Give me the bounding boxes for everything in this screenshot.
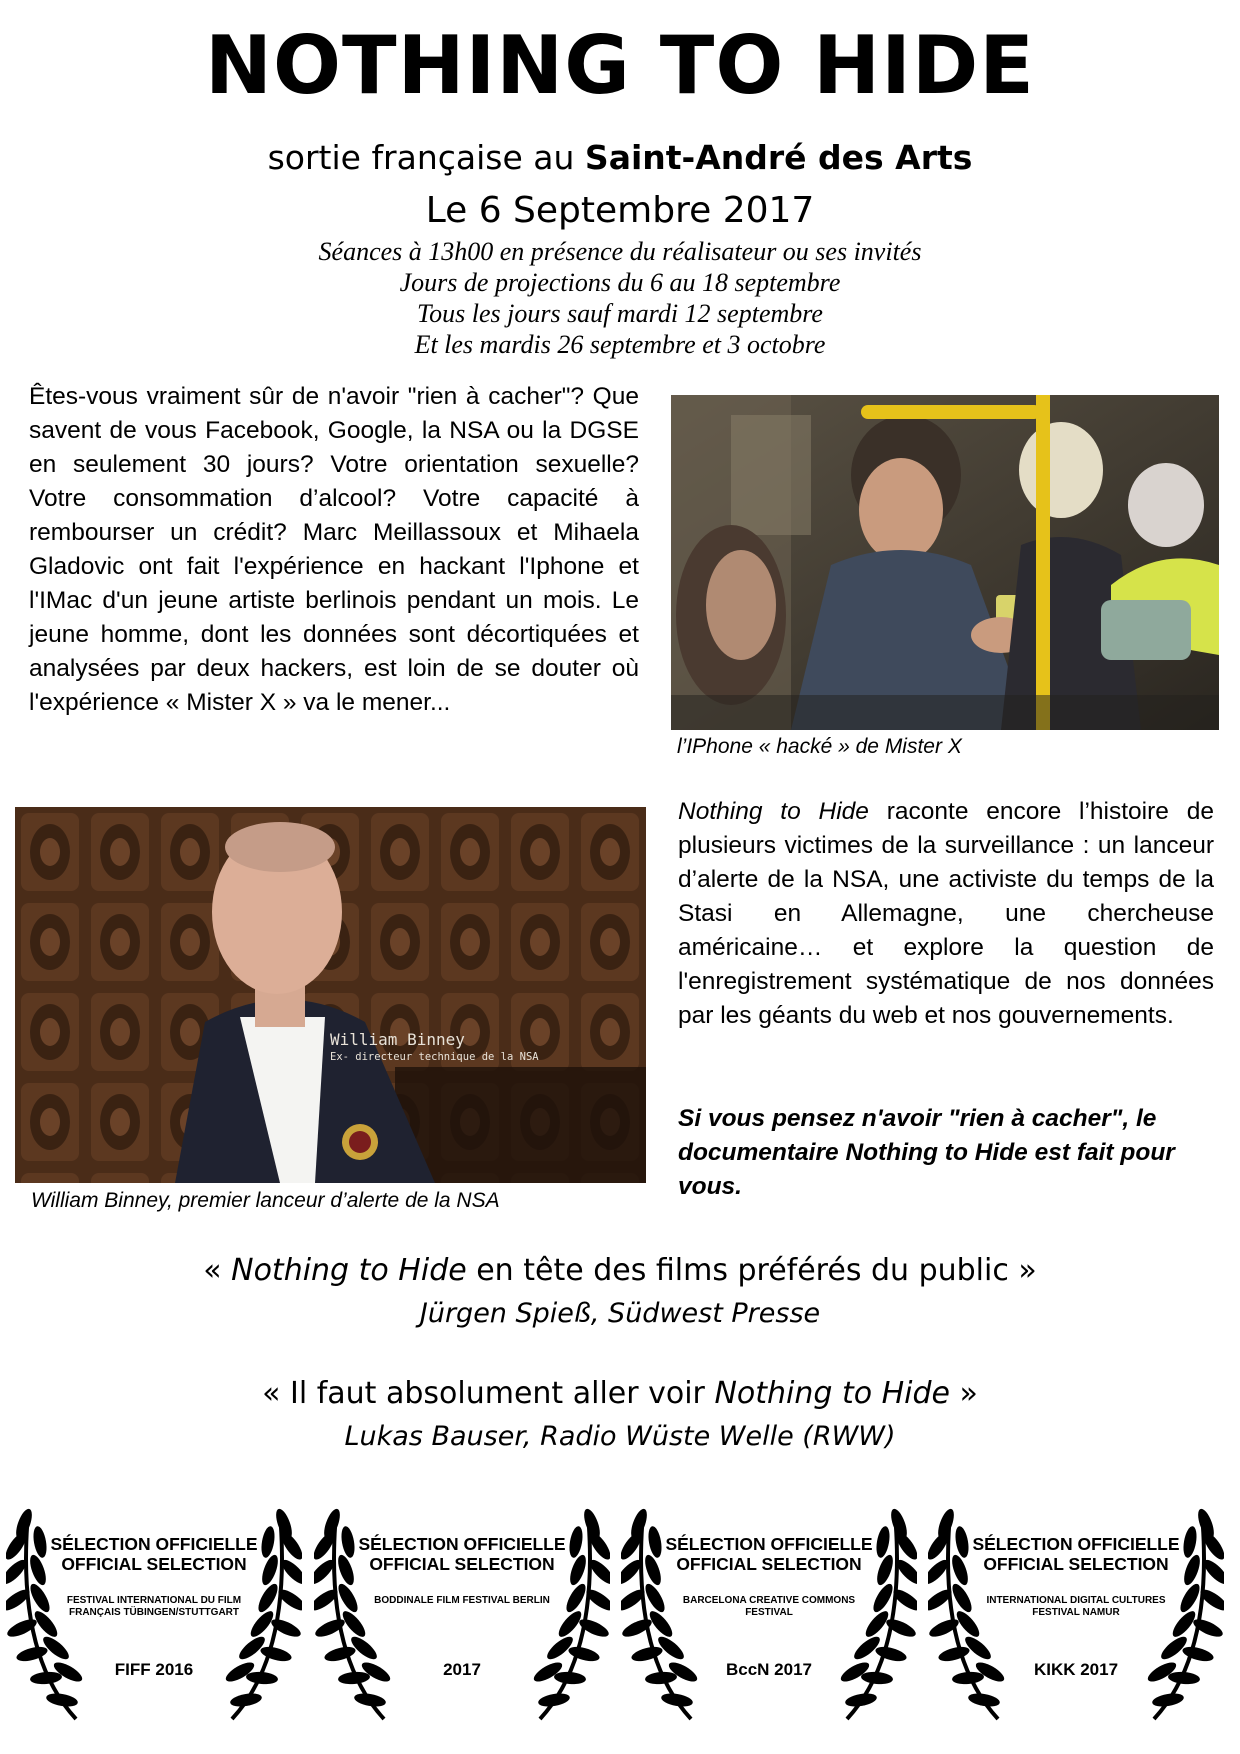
- laurel-fiff: [6, 1494, 302, 1730]
- quote-open: « Il faut absolument aller voir: [262, 1376, 715, 1411]
- laurel-heading: SÉLECTION OFFICIELLE OFFICIAL SELECTION: [972, 1534, 1180, 1574]
- binney-overlay-role: Ex- directeur technique de la NSA: [330, 1051, 539, 1063]
- story-film-title: Nothing to Hide: [678, 798, 869, 825]
- screening-schedule: [0, 236, 1240, 360]
- laurel-kikk: [928, 1494, 1224, 1730]
- binney-photo-caption: William Binney, premier lanceur d’alerte de la NSA: [31, 1189, 500, 1212]
- laurel-bccn: [621, 1494, 917, 1730]
- schedule-line: Séances à 13h00 en présence du réalisateur ou ses invités: [318, 237, 922, 266]
- laurel-year: KIKK 2017: [1033, 1660, 1119, 1679]
- poster-title: NOTHING TO HIDE: [205, 19, 1035, 112]
- schedule-line: Jours de projections du 6 au 18 septembre: [399, 268, 841, 297]
- laurel-year: BccN 2017: [725, 1660, 812, 1679]
- story-text: raconte encore l’histoire de plusieurs victimes de la surveillance : un lanceur d’alerte de la NSA, une activiste du temps de la Stasi en Allemagne, une chercheuse américaine… et explore la question de l'enregistrement systématique de nos données par les géants du web et nos gouvernements.: [678, 798, 1214, 1029]
- laurel-heading: SÉLECTION OFFICIELLE OFFICIAL SELECTION: [358, 1534, 566, 1574]
- release-date: Le 6 Septembre 2017: [425, 190, 815, 231]
- quote-film-title: Nothing to Hide: [714, 1376, 950, 1411]
- quote-open: «: [203, 1253, 232, 1288]
- quote-author: Lukas Bauser, Radio Wüste Welle (RWW): [344, 1421, 896, 1452]
- intro-paragraph: Êtes-vous vraiment sûr de n'avoir "rien à cacher"? Que savent de vous Facebook, Google, la NSA ou la DGSE en seulement 30 jours? Votre orientation sexuelle? Votre consommation d’alcool? Votre capacité à rembourser un crédit? Marc Meillassoux et Mihaela Gladovic ont fait l'expérience en hackant l'Iphone et l'IMac d'un jeune artiste berlinois pendant un mois. Le jeune homme, dont les données sont décortiquées et analysées par deux hackers, est loin de se douter où l'expérience « Mister X » va le mener...: [29, 383, 639, 716]
- binney-illustration: [15, 807, 646, 1183]
- subway-illustration: [671, 395, 1219, 730]
- laurel-year: 2017: [443, 1660, 481, 1679]
- story-paragraph: [678, 795, 1214, 1033]
- callout-paragraph: Si vous pensez n'avoir "rien à cacher", le documentaire Nothing to Hide est fait pour vous.: [678, 1105, 1175, 1200]
- venue-name: Saint-André des Arts: [584, 138, 973, 177]
- subtitle-prefix: sortie française au: [267, 138, 585, 177]
- laurel-heading: SÉLECTION OFFICIELLE OFFICIAL SELECTION: [665, 1534, 873, 1574]
- laurel-festival: FESTIVAL INTERNATIONAL DU FILM FRANÇAIS TÜBINGEN/STUTTGART: [66, 1595, 242, 1618]
- press-quote: [0, 1376, 1240, 1412]
- quote-rest: en tête des films préférés du public »: [466, 1253, 1037, 1288]
- schedule-line: Tous les jours sauf mardi 12 septembre: [417, 299, 823, 328]
- binney-overlay-name: William Binney: [330, 1030, 465, 1049]
- subway-photo-caption: l’IPhone « hacké » de Mister X: [677, 735, 962, 758]
- binney-photo: [15, 807, 646, 1183]
- quote-film-title: Nothing to Hide: [231, 1253, 467, 1288]
- release-subtitle: [0, 138, 1240, 178]
- schedule-line: Et les mardis 26 septembre et 3 octobre: [414, 330, 826, 359]
- laurel-festival: INTERNATIONAL DIGITAL CULTURES FESTIVAL NAMUR: [986, 1595, 1166, 1618]
- quote-rest: »: [949, 1376, 978, 1411]
- press-quote: [0, 1253, 1240, 1289]
- laurel-wreath-icon: [314, 1494, 610, 1730]
- laurel-festival: BODDINALE FILM FESTIVAL BERLIN: [374, 1595, 550, 1606]
- laurel-boddinale: [314, 1494, 610, 1730]
- quote-author: Jürgen Spieß, Südwest Presse: [419, 1298, 821, 1329]
- laurel-year: FIFF 2016: [114, 1660, 194, 1679]
- subway-photo: [671, 395, 1219, 730]
- laurel-festival: BARCELONA CREATIVE COMMONS FESTIVAL: [682, 1595, 856, 1618]
- laurel-heading: SÉLECTION OFFICIELLE OFFICIAL SELECTION: [50, 1534, 258, 1574]
